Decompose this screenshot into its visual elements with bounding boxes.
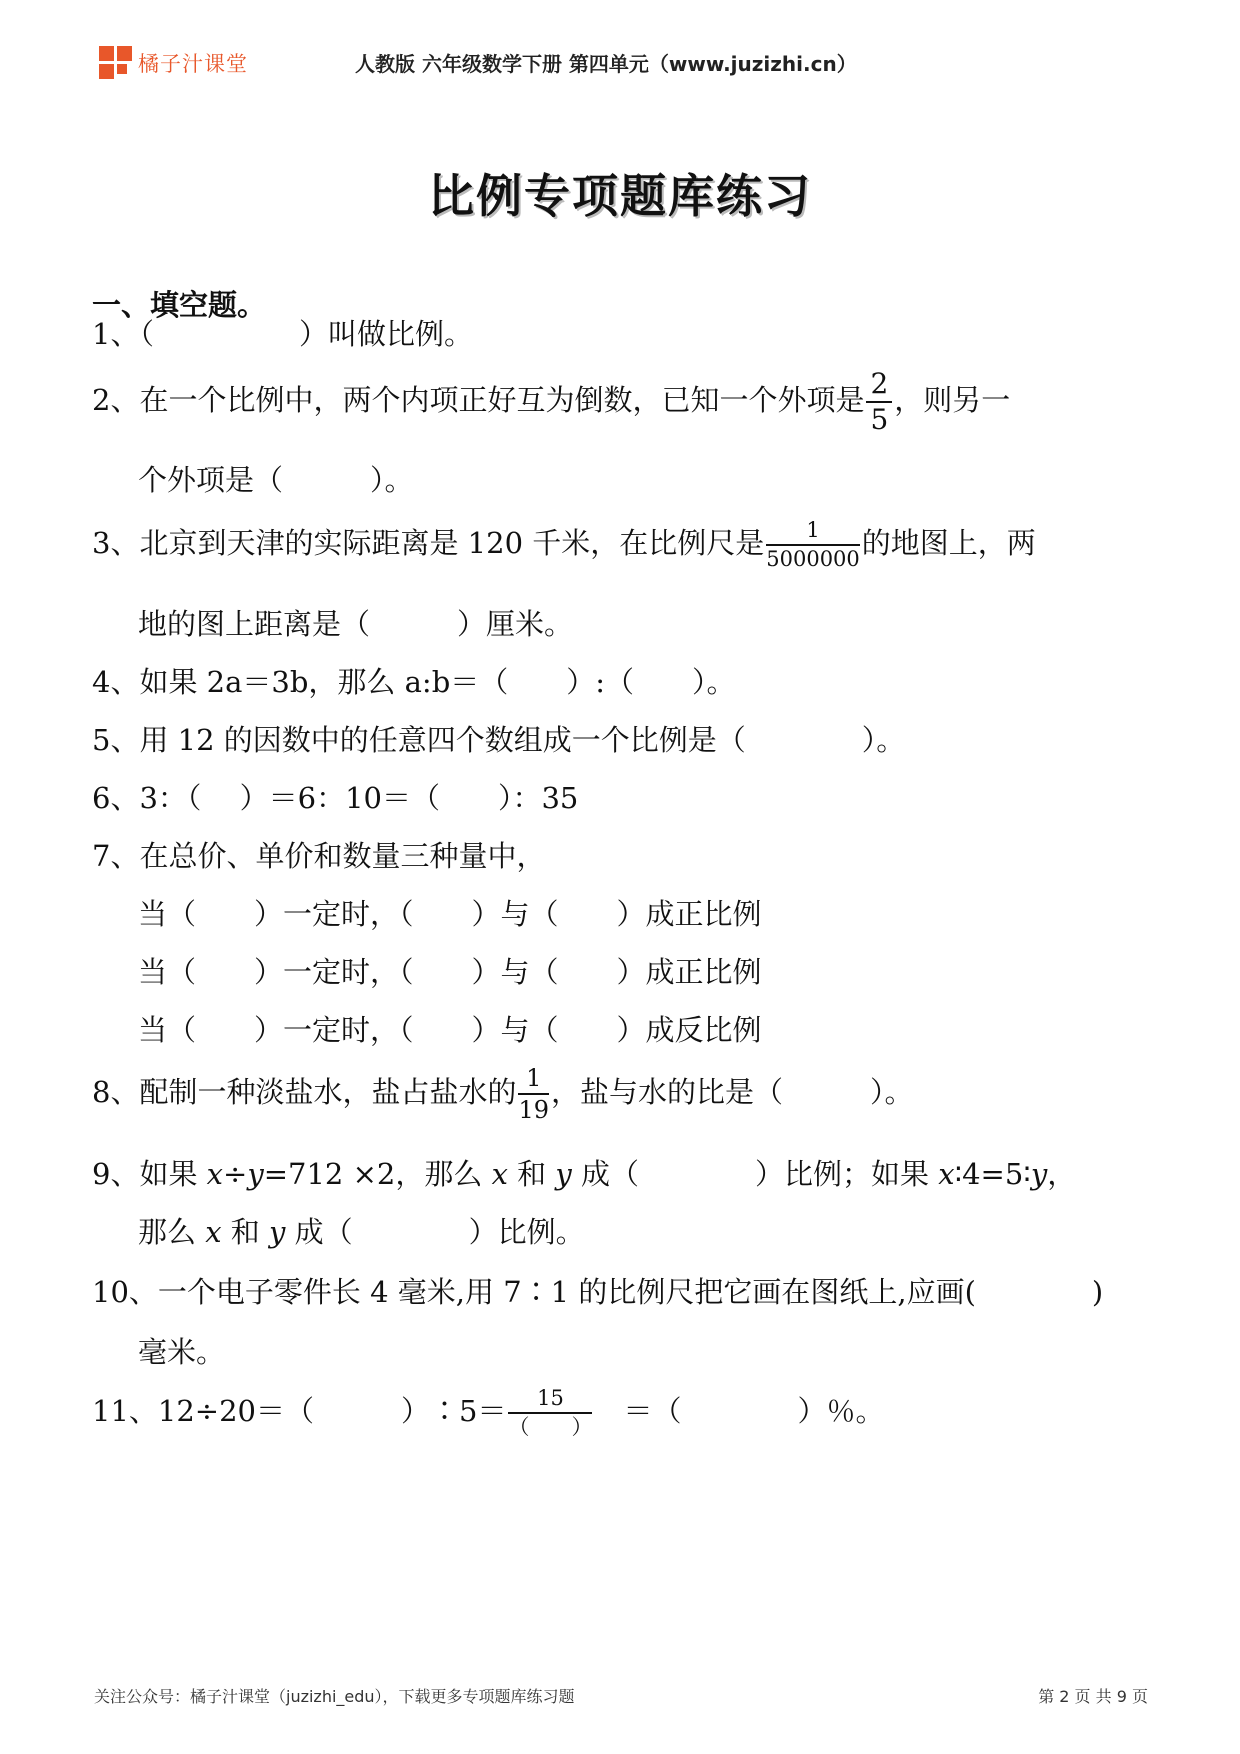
question-10-line-2: 毫米。 bbox=[138, 1335, 226, 1369]
page-header bbox=[0, 0, 1240, 100]
fraction-denominator: （ ） bbox=[508, 1415, 593, 1439]
fraction-scale bbox=[766, 520, 860, 570]
question-3-text: 3、北京到天津的实际距离是 120 千米，在比例尺是 bbox=[92, 526, 765, 560]
question-8-text-cont: ，盐与水的比是（ ）。 bbox=[551, 1075, 914, 1109]
question-7: 7、在总价、单价和数量三种量中， bbox=[92, 839, 546, 873]
question-2-text: 2、在一个比例中，两个内项正好互为倒数，已知一个外项是 bbox=[92, 383, 865, 417]
q9-text: 和 bbox=[221, 1215, 270, 1249]
q9-text: 成（ ）比例；如果 bbox=[571, 1157, 939, 1191]
q9-text: 成（ ）比例。 bbox=[285, 1215, 585, 1249]
question-4: 4、如果 2a＝3b，那么 a:b＝（ ）:（ ）。 bbox=[92, 665, 736, 699]
fraction-numerator: 1 bbox=[518, 1066, 549, 1095]
q9-text: ， bbox=[1047, 1157, 1077, 1191]
fraction-2-5 bbox=[866, 367, 892, 436]
question-7-line-1: 当（ ）一定时，（ ）与（ ）成正比例 bbox=[138, 897, 762, 931]
section-heading: 一、填空题。 bbox=[92, 288, 267, 322]
q9-text: ÷ bbox=[223, 1157, 248, 1191]
question-11-text: 11、12÷20＝（ ）∶5＝ bbox=[92, 1394, 507, 1428]
q9-text: 那么 bbox=[138, 1215, 206, 1249]
q9-var-y: y bbox=[555, 1157, 572, 1191]
page-title: 比例专项题库练习 bbox=[428, 169, 812, 223]
q9-var-y: y bbox=[269, 1215, 286, 1249]
question-3 bbox=[92, 520, 1036, 570]
question-6: 6、3：（ ）＝6：10＝（ ）：35 bbox=[92, 781, 579, 815]
question-8-text: 8、配制一种淡盐水，盐占盐水的 bbox=[92, 1075, 517, 1109]
q9-var-y: y bbox=[1030, 1157, 1048, 1191]
question-1: 1、（ ）叫做比例。 bbox=[92, 317, 473, 351]
page-number: 第 2 页 共 9 页 bbox=[1038, 1687, 1148, 1706]
q9-var-y: y bbox=[247, 1157, 264, 1191]
question-7-line-2: 当（ ）一定时，（ ）与（ ）成正比例 bbox=[138, 955, 762, 989]
fraction-denominator: 19 bbox=[518, 1096, 549, 1124]
header-title: 人教版 六年级数学下册 第四单元（www.juzizhi.cn） bbox=[355, 52, 857, 76]
fraction-1-19 bbox=[518, 1066, 549, 1122]
q9-text: 和 bbox=[507, 1157, 556, 1191]
q9-text: =712 ×2，那么 bbox=[263, 1157, 492, 1191]
question-10: 10、一个电子零件长 4 毫米,用 7∶1 的比例尺把它画在图纸上,应画( ) bbox=[92, 1275, 1104, 1309]
footer-note: 关注公众号：橘子汁课堂（juzizhi_edu），下载更多专项题库练习题 bbox=[94, 1687, 575, 1706]
question-11 bbox=[92, 1388, 884, 1438]
question-3-text-cont: 的地图上，两 bbox=[861, 526, 1036, 560]
q9-text: 9、如果 bbox=[92, 1157, 207, 1191]
question-2-line-2: 个外项是（ ）。 bbox=[138, 463, 414, 497]
question-8 bbox=[92, 1066, 914, 1122]
question-9 bbox=[92, 1152, 1076, 1193]
q9-var-x: x bbox=[938, 1157, 955, 1191]
brand-name: 橘子汁课堂 bbox=[138, 52, 248, 76]
question-7-line-3: 当（ ）一定时，（ ）与（ ）成反比例 bbox=[138, 1013, 762, 1047]
fraction-numerator: 15 bbox=[508, 1388, 592, 1414]
question-9-line-2 bbox=[138, 1210, 585, 1251]
q9-var-x: x bbox=[205, 1215, 222, 1249]
fraction-numerator: 2 bbox=[866, 370, 892, 403]
question-2-text-cont: ，则另一 bbox=[894, 383, 1011, 417]
question-3-line-2: 地的图上距离是（ ）厘米。 bbox=[138, 607, 574, 641]
fraction-denominator: 5 bbox=[870, 403, 889, 436]
question-11-text-cont: ＝（ ）％。 bbox=[594, 1394, 885, 1428]
brand-logo-icon bbox=[99, 46, 133, 80]
fraction-15-blank bbox=[508, 1388, 592, 1438]
q9-var-x: x bbox=[206, 1157, 224, 1191]
q9-var-x: x bbox=[491, 1157, 508, 1191]
q9-text: ∶4=5∶ bbox=[954, 1157, 1031, 1191]
fraction-denominator: 5000000 bbox=[766, 547, 860, 571]
question-5: 5、用 12 的因数中的任意四个数组成一个比例是（ ）。 bbox=[92, 723, 906, 757]
question-2 bbox=[92, 367, 1011, 436]
fraction-numerator: 1 bbox=[766, 520, 860, 546]
